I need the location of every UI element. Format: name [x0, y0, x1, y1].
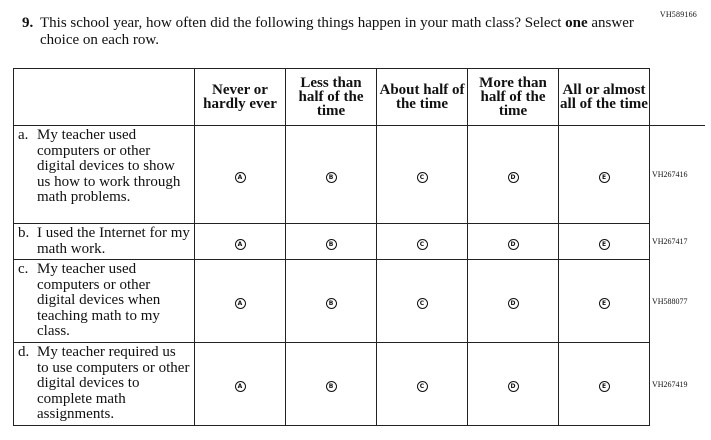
- column-header-about-half: About half of the time: [377, 69, 468, 126]
- answer-bubble[interactable]: A: [235, 381, 246, 392]
- item-code: VH588077: [650, 260, 705, 343]
- answer-bubble[interactable]: D: [508, 239, 519, 250]
- row-text: My teacher required us to use computers or other digital devices to complete math assignments.: [37, 344, 190, 422]
- answer-bubble[interactable]: E: [599, 239, 610, 250]
- question-emphasis: one: [565, 15, 588, 31]
- question-number: 9.: [22, 15, 34, 31]
- answer-bubble[interactable]: D: [508, 298, 519, 309]
- question-text: [40, 15, 640, 49]
- row-letter: a.: [18, 127, 29, 143]
- answer-bubble[interactable]: B: [326, 172, 337, 183]
- answer-bubble[interactable]: C: [417, 172, 428, 183]
- answer-bubble[interactable]: E: [599, 298, 610, 309]
- form-id: VH589166: [659, 10, 697, 19]
- answer-bubble[interactable]: A: [235, 172, 246, 183]
- table-row: [14, 126, 705, 224]
- item-code: VH267416: [650, 126, 705, 224]
- answer-bubble[interactable]: E: [599, 172, 610, 183]
- answer-bubble[interactable]: A: [235, 298, 246, 309]
- header-row: [14, 69, 705, 126]
- header-code-col: [650, 69, 705, 126]
- column-header-all: All or almost all of the time: [559, 69, 650, 126]
- answer-bubble[interactable]: A: [235, 239, 246, 250]
- header-blank: [14, 69, 195, 126]
- answer-bubble[interactable]: C: [417, 239, 428, 250]
- row-text: My teacher used computers or other digital devices when teaching math to my class.: [37, 261, 161, 339]
- question-text-end: answer choice on each row.: [40, 15, 634, 48]
- item-code: VH267419: [650, 343, 705, 426]
- row-letter: d.: [18, 344, 30, 360]
- row-label: [14, 126, 195, 224]
- row-letter: b.: [18, 225, 30, 241]
- answer-bubble[interactable]: D: [508, 381, 519, 392]
- row-label: [14, 260, 195, 343]
- answer-bubble[interactable]: B: [326, 381, 337, 392]
- table-row: [14, 343, 705, 426]
- row-letter: c.: [18, 261, 29, 277]
- table-row: [14, 260, 705, 343]
- answer-bubble[interactable]: D: [508, 172, 519, 183]
- row-text: I used the Internet for my math work.: [37, 225, 190, 257]
- answer-bubble[interactable]: E: [599, 381, 610, 392]
- row-text: My teacher used computers or other digital devices to show us how to work through math problems.: [37, 127, 181, 205]
- table-row: [14, 224, 705, 260]
- answer-bubble[interactable]: B: [326, 298, 337, 309]
- answer-bubble[interactable]: C: [417, 381, 428, 392]
- row-label: [14, 343, 195, 426]
- column-header-never: Never or hardly ever: [195, 69, 286, 126]
- response-grid: [13, 68, 705, 426]
- question-text-start: This school year, how often did the following things happen in your math class? Select: [40, 15, 566, 31]
- row-label: [14, 224, 195, 260]
- answer-bubble[interactable]: C: [417, 298, 428, 309]
- item-code: VH267417: [650, 224, 705, 260]
- column-header-less-than-half: Less than half of the time: [286, 69, 377, 126]
- answer-bubble[interactable]: B: [326, 239, 337, 250]
- column-header-more-than-half: More than half of the time: [468, 69, 559, 126]
